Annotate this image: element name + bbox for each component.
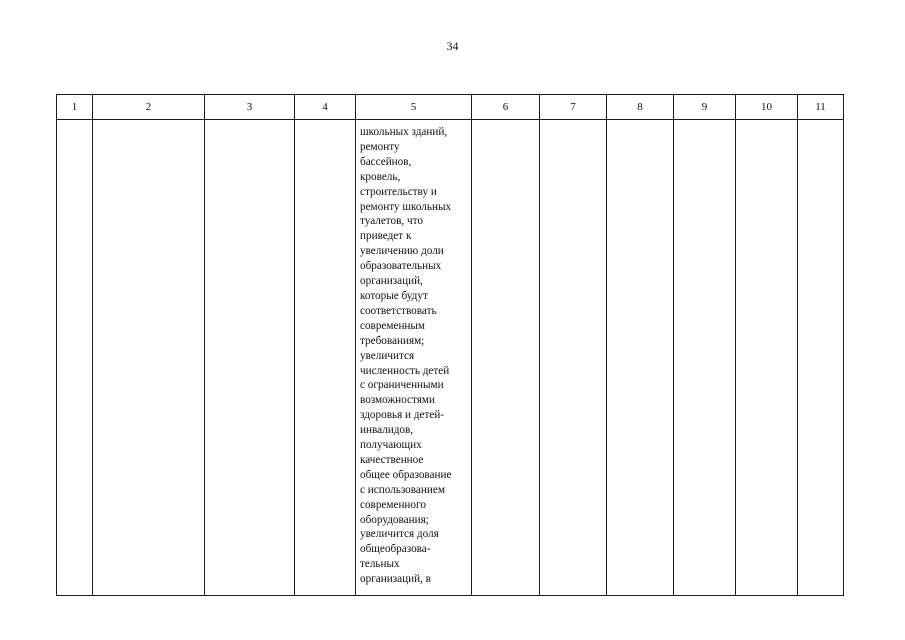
cell-text bbox=[295, 120, 355, 125]
column-header-10: 10 bbox=[736, 95, 798, 120]
column-header-1: 1 bbox=[57, 95, 93, 120]
table-cell-10 bbox=[736, 120, 798, 596]
column-header-5: 5 bbox=[356, 95, 472, 120]
table-cell-7 bbox=[540, 120, 607, 596]
data-table bbox=[56, 94, 844, 596]
column-header-7: 7 bbox=[540, 95, 607, 120]
table-cell-1 bbox=[57, 120, 93, 596]
column-header-9: 9 bbox=[674, 95, 736, 120]
table-row bbox=[57, 120, 844, 596]
cell-text-description: школьных зданий, ремонту бассейнов, кровель, строительству и ремонту школьных туалетов, что приведет к увеличению доли образовательных организаций, которые будут соответствовать современным требованиям; увеличится численность детей с ограниченными возможностями здоровья и детей- инвалидов, получающих качественное общее образование с использованием современного оборудования; увеличится доля общеобразова- тельных организаций, в bbox=[360, 126, 452, 586]
cell-text bbox=[540, 120, 606, 125]
table-cell-6 bbox=[472, 120, 540, 596]
cell-text bbox=[205, 120, 294, 125]
table-cell-11 bbox=[798, 120, 844, 596]
table-cell-9 bbox=[674, 120, 736, 596]
table-cell-2 bbox=[93, 120, 205, 596]
cell-text bbox=[57, 120, 92, 125]
cell-text bbox=[472, 120, 539, 125]
table-cell-3 bbox=[205, 120, 295, 596]
column-header-8: 8 bbox=[607, 95, 674, 120]
cell-text bbox=[93, 120, 204, 125]
column-header-4: 4 bbox=[295, 95, 356, 120]
table-cell-4 bbox=[295, 120, 356, 596]
cell-text bbox=[798, 120, 843, 125]
table-cell-5 bbox=[356, 120, 472, 596]
table-cell-8 bbox=[607, 120, 674, 596]
page-number: 34 bbox=[446, 39, 459, 53]
cell-text bbox=[607, 120, 673, 125]
cell-text bbox=[674, 120, 735, 125]
table-header-row bbox=[57, 95, 844, 120]
cell-text bbox=[736, 120, 797, 125]
column-header-6: 6 bbox=[472, 95, 540, 120]
column-header-2: 2 bbox=[93, 95, 205, 120]
column-header-11: 11 bbox=[798, 95, 844, 120]
column-header-3: 3 bbox=[205, 95, 295, 120]
